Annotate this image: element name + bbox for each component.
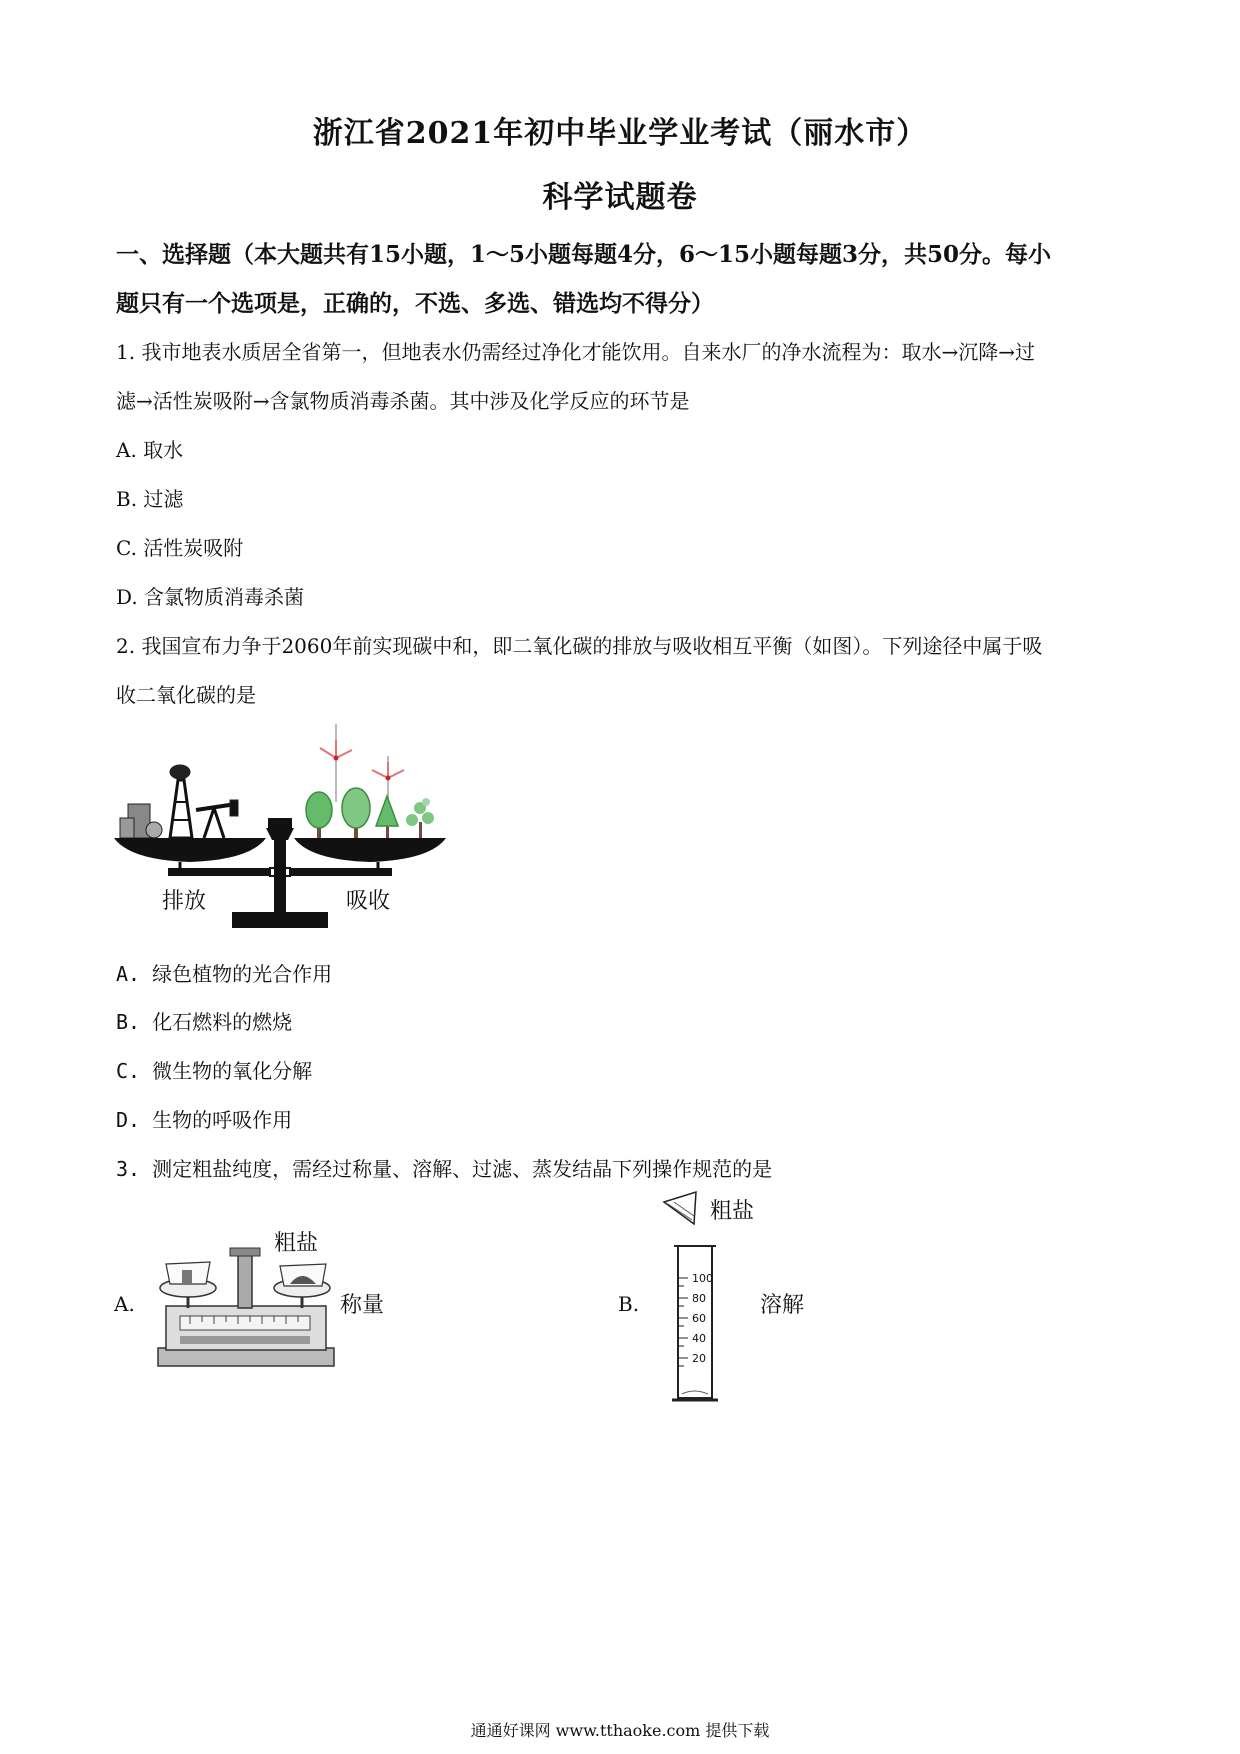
page-subtitle: 科学试题卷 [542,180,698,215]
q3a-label-weigh: 称量 [340,1293,385,1318]
q1-stem-line2: 滤→活性炭吸附→含氯物质消毒杀菌。其中涉及化学反应的环节是 [116,389,690,413]
carbon-balance-figure [110,722,450,932]
figure-label-emission: 排放 [162,889,207,914]
q3-stem-line1: 3. 测定粗盐纯度，需经过称量、溶解、过滤、蒸发结晶下列操作规范的是 [116,1157,773,1181]
cylinder-tick-80: 80 [692,1292,706,1305]
q1-option-b: B. 过滤 [116,487,184,511]
q3a-label-salt: 粗盐 [274,1231,319,1256]
emission-icons [120,765,238,838]
cylinder-tick-100: 100 [692,1272,713,1285]
right-pan [294,838,446,862]
q3b-label-dissolve: 溶解 [760,1293,805,1318]
q3-option-b-letter: B. [618,1292,640,1316]
q1-option-c: C. 活性炭吸附 [116,536,244,560]
q1-option-a: A. 取水 [116,438,184,462]
left-pan [114,838,266,862]
q1-stem-line1: 1. 我市地表水质居全省第一，但地表水仍需经过净化才能饮用。自来水厂的净水流程为：取水→沉降→过 [116,340,1035,364]
q2-option-d: D. 生物的呼吸作用 [116,1108,293,1132]
q2-option-b: B. 化石燃料的燃烧 [116,1010,293,1034]
cylinder-tick-40: 40 [692,1332,706,1345]
q2-stem-line2: 收二氧化碳的是 [116,683,256,707]
q2-option-a: A. 绿色植物的光合作用 [116,962,333,986]
section-heading-line2: 题只有一个选项是，正确的，不选、多选、错选均不得分） [116,290,714,317]
q3-option-a-letter: A. [114,1292,135,1316]
q3b-label-salt: 粗盐 [710,1199,755,1224]
cylinder-tick-20: 20 [692,1352,706,1365]
absorption-icons [306,724,434,838]
q2-option-c: C. 微生物的氧化分解 [116,1059,313,1083]
figure-label-absorption: 吸收 [346,889,391,914]
footer-source: 通通好课网 www.tthaoke.com 提供下载 [470,1721,770,1740]
tray-balance-icon [150,1244,340,1370]
section-heading-line1: 一、选择题（本大题共有15小题，1～5小题每题4分，6～15小题每题3分，共50分。每小 [116,241,1052,268]
graduated-cylinder-icon [660,1190,720,1405]
page-title: 浙江省2021年初中毕业学业考试（丽水市） [312,116,928,151]
q2-stem-line1: 2. 我国宣布力争于2060年前实现碳中和，即二氧化碳的排放与吸收相互平衡（如图）。下列途径中属于吸 [116,634,1043,658]
q1-option-d: D. 含氯物质消毒杀菌 [116,585,305,609]
cylinder-tick-60: 60 [692,1312,706,1325]
